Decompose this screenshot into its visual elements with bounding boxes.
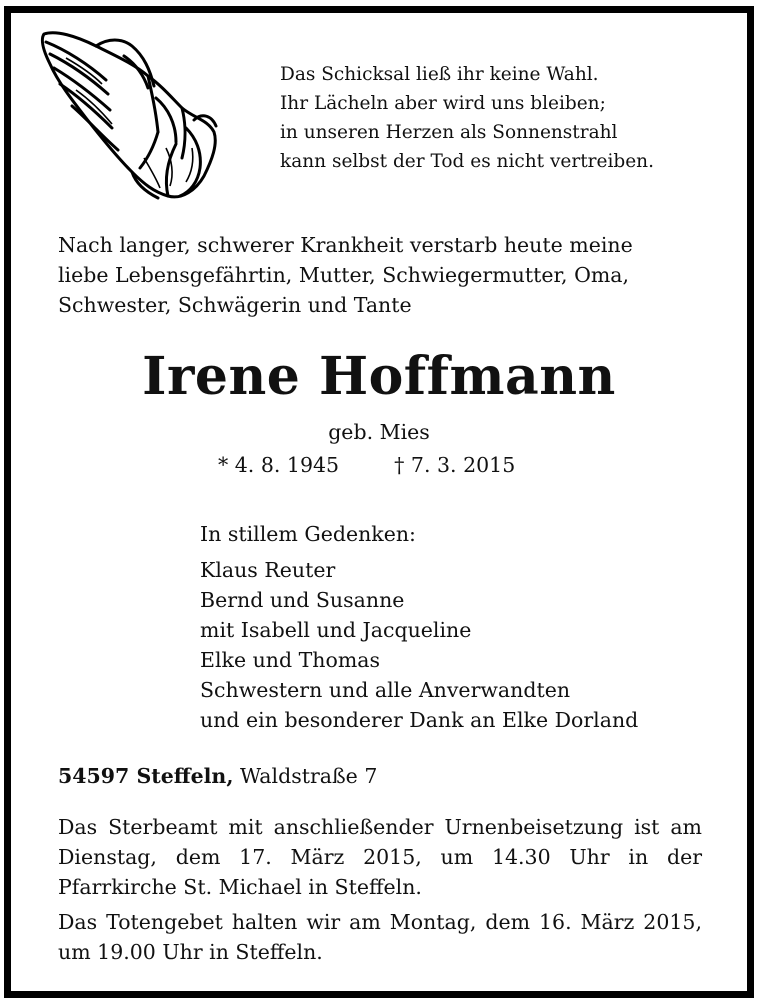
prayer-notice: Das Totengebet halten wir am Montag, dem 16. März 2015, um 19.00 Uhr in Steffeln. — [58, 910, 702, 964]
intro-line: liebe Lebensgefährtin, Mutter, Schwiegermutter, Oma, — [58, 263, 630, 287]
intro-line: Schwester, Schwägerin und Tante — [58, 293, 412, 317]
intro-line: Nach langer, schwerer Krankheit verstarb heute meine — [58, 233, 633, 257]
mourner-name: Elke und Thomas — [200, 648, 381, 672]
birth-name: geb. Mies — [328, 420, 430, 444]
mourner-name: Schwestern und alle Anverwandten — [200, 678, 571, 702]
deceased-name: Irene Hoffmann — [142, 346, 616, 407]
poem-line: Ihr Lächeln aber wird uns bleiben; — [280, 93, 606, 114]
mourner-name: Bernd und Susanne — [200, 588, 405, 612]
address-street: Waldstraße 7 — [240, 764, 378, 788]
mourners-title: In stillem Gedenken: — [200, 522, 416, 546]
address-postal-city: 54597 Steffeln, — [58, 764, 234, 788]
mourner-name: mit Isabell und Jacqueline — [200, 618, 472, 642]
address — [58, 764, 377, 788]
mourner-name: und ein besonderer Dank an Elke Dorland — [200, 708, 639, 732]
poem-line: in unseren Herzen als Sonnenstrahl — [280, 122, 618, 143]
poem-line: Das Schicksal ließ ihr keine Wahl. — [280, 64, 599, 85]
death-date: † 7. 3. 2015 — [394, 453, 516, 477]
mourner-name: Klaus Reuter — [200, 558, 336, 582]
poem — [280, 60, 654, 176]
mourners-list — [200, 519, 638, 735]
poem-line: kann selbst der Tod es nicht vertreiben. — [280, 151, 654, 172]
intro-text — [58, 230, 708, 320]
praying-hands-icon — [36, 28, 226, 208]
funeral-notice: Das Sterbeamt mit anschließender Urnenbeisetzung ist am Dienstag, dem 17. März 2015, um 14.30 Uhr in der Pfarrkirche St. Michael in Steffeln. — [58, 815, 702, 899]
life-dates — [218, 453, 515, 477]
birth-date: * 4. 8. 1945 — [218, 453, 340, 477]
